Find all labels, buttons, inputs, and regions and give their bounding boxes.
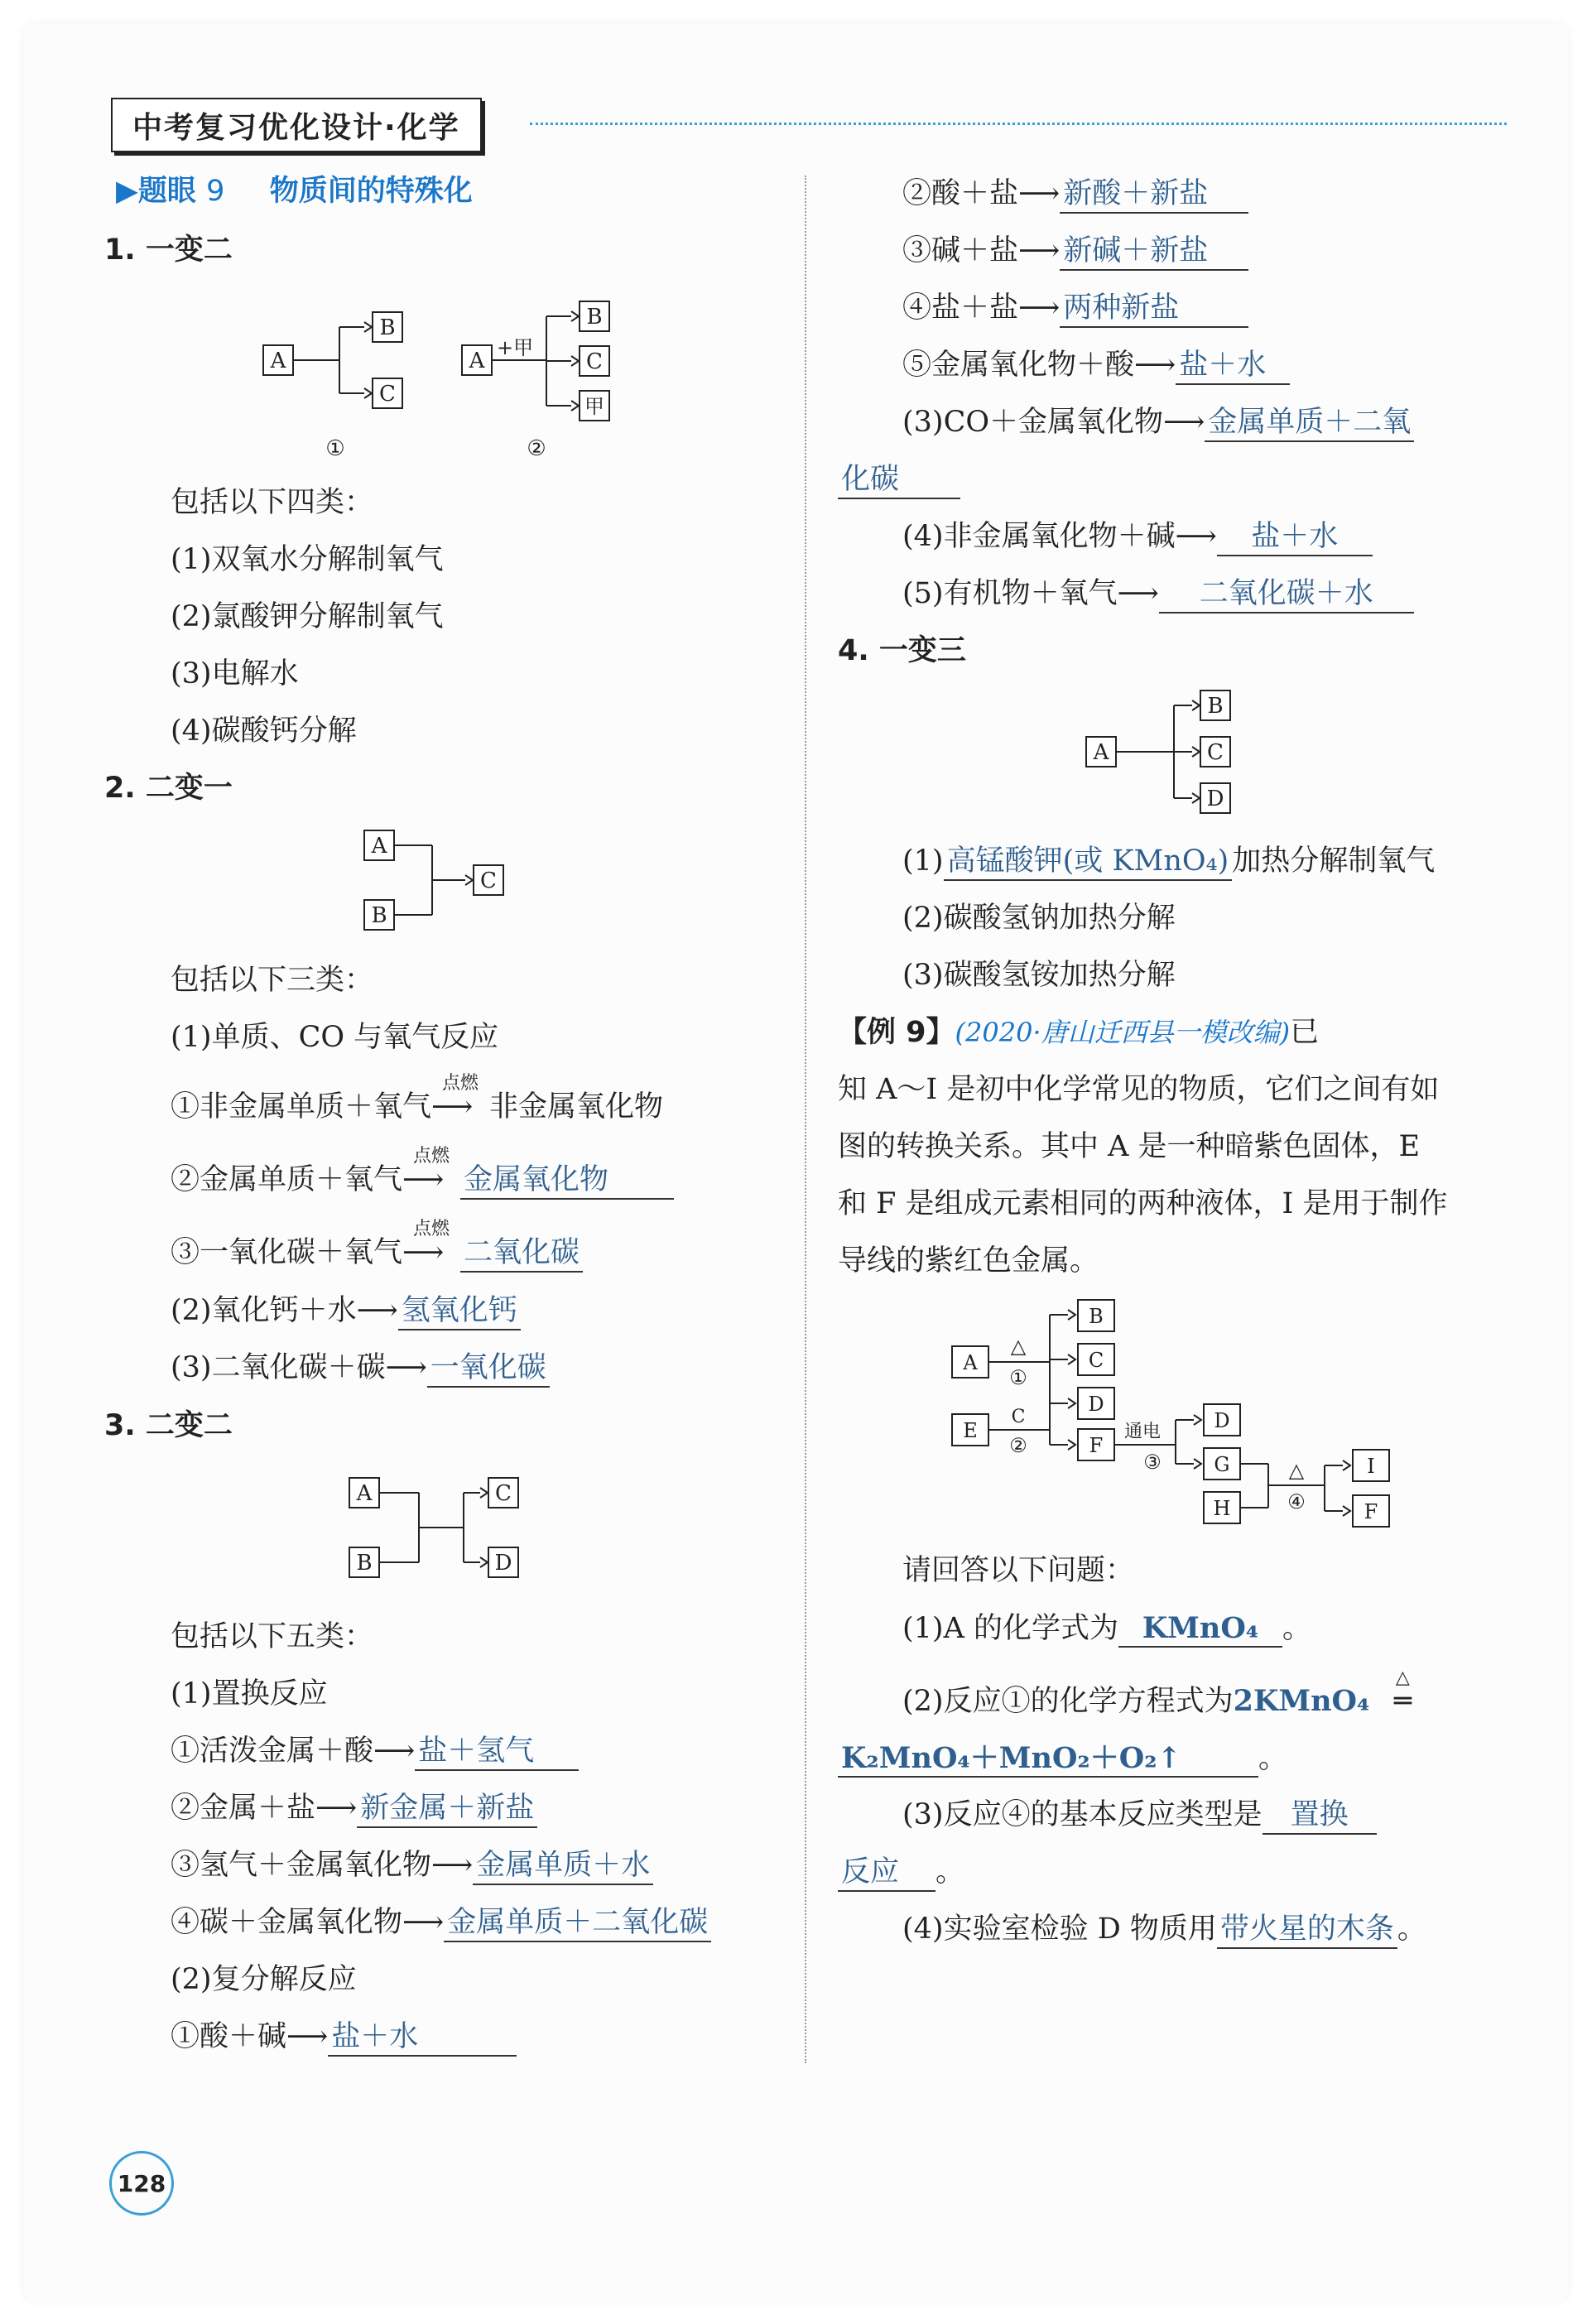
svg-text:B: B [1089, 1305, 1104, 1328]
section-title: 物质间的特殊化 [269, 175, 473, 208]
s1-item-1: (1)双氧水分解制氧气 [171, 543, 444, 576]
example-line-4: 和 F 是组成元素相同的两种液体，I 是用于制作 [838, 1187, 1448, 1220]
question-3-cont: 反应 。 [838, 1858, 964, 1892]
d2-lines [492, 316, 571, 406]
s2-answer-3: 二氧化碳 [460, 1239, 583, 1273]
s3-sub2: (2)复分解反应 [171, 1963, 357, 1996]
r-reaction-3: ④盐＋盐⟶ 两种新盐 [902, 294, 1248, 328]
s4-title: 4. 一变三 [838, 634, 966, 667]
question-1: (1)A 的化学式为 KMnO₄ 。 [902, 1614, 1311, 1648]
cond-ignite: 点燃 [442, 1073, 479, 1094]
s2-reaction-1: ①非金属单质＋氧气 点燃 ⟶ 非金属氧化物 [171, 1073, 664, 1124]
s3-reaction-2: ②金属＋盐⟶ 新金属＋新盐 [171, 1794, 537, 1828]
svg-text:A: A [1093, 740, 1109, 765]
s2-intro: 包括以下三类： [171, 964, 374, 997]
d1-caption: ① [325, 436, 345, 461]
d2-arrows [571, 311, 579, 411]
example-header: 【例 9】(2020·唐山迁西县一模改编)已 [838, 1016, 1320, 1049]
s4-item-2: (2)碳酸氢钠加热分解 [902, 902, 1176, 935]
svg-text:H: H [1213, 1497, 1231, 1520]
d1-label-a: A [270, 349, 286, 373]
label-reaction-1: ① [1009, 1366, 1027, 1389]
svg-text:F: F [1089, 1434, 1104, 1457]
diagram-example-9 [944, 1292, 1407, 1540]
svg-text:I: I [1367, 1455, 1375, 1478]
example-line-3: 图的转换关系。其中 A 是一种暗紫色固体，E [838, 1130, 1421, 1163]
d3-label-b: B [371, 903, 387, 928]
s2-answer-2: 金属氧化物 [460, 1166, 674, 1200]
d2-caption: ② [527, 436, 546, 461]
question-intro: 请回答以下问题： [902, 1554, 1135, 1587]
svg-text:B: B [356, 1551, 373, 1576]
s3-sub1: (1)置换反应 [171, 1677, 328, 1711]
label-reaction-3: ③ [1143, 1451, 1162, 1474]
s2-reaction-5: (3)二氧化碳＋碳⟶ 一氧化碳 [171, 1354, 550, 1388]
d2-label-c: C [586, 349, 603, 374]
r-reaction-4: ⑤金属氧化物＋酸⟶ 盐＋水 [902, 351, 1290, 385]
cond-electrolysis: 通电 [1123, 1422, 1162, 1442]
d4-lines [379, 1488, 488, 1567]
example-line-2: 知 A～I 是初中化学常见的物质，它们之间有如 [838, 1073, 1440, 1106]
svg-text:D: D [494, 1551, 512, 1576]
svg-text:E: E [963, 1419, 978, 1442]
d3-label-c: C [480, 868, 497, 893]
d1-label-b: B [379, 315, 396, 340]
section-heading [116, 177, 473, 206]
svg-text:C: C [1088, 1349, 1104, 1372]
diagram-one-to-three [1076, 679, 1267, 820]
label-reaction-2: ② [1009, 1434, 1027, 1457]
s3-reaction-1: ①活泼金属＋酸⟶ 盐＋氢气 [171, 1737, 579, 1771]
s2-sub1: (1)单质、CO 与氧气反应 [171, 1021, 499, 1054]
label-reaction-4: ④ [1287, 1490, 1306, 1513]
s3-reaction-4: ④碳＋金属氧化物⟶ 金属单质＋二氧化碳 [171, 1908, 711, 1942]
example-source: (2020·唐山迁西县一模改编) [955, 1017, 1291, 1048]
cond-c: C [1011, 1407, 1026, 1427]
s1-item-4: (4)碳酸钙分解 [171, 715, 357, 748]
d2-cond: +甲 [497, 336, 534, 359]
svg-text:B: B [1207, 694, 1224, 719]
s1-item-3: (3)电解水 [171, 657, 299, 690]
question-3: (3)反应④的基本反应类型是 置换 [902, 1801, 1377, 1835]
diagram-two-to-one [356, 824, 522, 940]
svg-text:A: A [963, 1351, 978, 1374]
section-number: 9 [206, 175, 225, 208]
d1-label-c: C [379, 382, 396, 407]
header-dotted-rule [530, 123, 1507, 125]
d2-label-a: A [469, 349, 485, 373]
svg-text:D: D [1206, 787, 1224, 811]
s1-item-2: (2)氯酸钾分解制氧气 [171, 600, 444, 633]
s3-reaction-3: ③氢气＋金属氧化物⟶ 金属单质＋水 [171, 1851, 653, 1885]
d1-arrow-c [364, 388, 372, 398]
example-line-5: 导线的紫红色金属。 [838, 1244, 1099, 1277]
d2-label-b: B [586, 305, 603, 330]
question-2: (2)反应①的化学方程式为2KMnO₄ △ ═ [902, 1667, 1412, 1718]
s2-answer-4: 氢氧化钙 [398, 1297, 521, 1330]
column-divider [805, 176, 806, 2063]
section-marker: ▶题眼 [116, 175, 196, 208]
s2-title: 2. 二变一 [104, 772, 233, 805]
svg-text:G: G [1214, 1453, 1230, 1476]
r-reaction-5-cont: 化碳 [838, 465, 960, 499]
s3-reaction-5: ①酸＋碱⟶ 盐＋水 [171, 2023, 517, 2057]
s1-intro: 包括以下四类： [171, 486, 374, 519]
diagram-two-to-two [339, 1470, 546, 1594]
s4-item-1: (1) 高锰酸钾(或 KMnO₄) 加热分解制氧气 [902, 847, 1435, 881]
r-reaction-5: (3)CO＋金属氧化物⟶ 金属单质＋二氧 [902, 408, 1414, 442]
header-title: 中考复习优化设计·化学 [111, 98, 482, 152]
svg-text:A: A [356, 1481, 373, 1506]
svg-text:C: C [495, 1481, 512, 1506]
s3-intro: 包括以下五类： [171, 1620, 374, 1653]
r-reaction-1: ②酸＋盐⟶ 新酸＋新盐 [902, 180, 1248, 214]
s3-title: 3. 二变二 [104, 1409, 233, 1442]
s2-reaction-2: ②金属单质＋氧气 点燃 ⟶ 金属氧化物 [171, 1166, 674, 1200]
d2-label-jia: 甲 [584, 395, 604, 418]
r-reaction-2: ③碱＋盐⟶ 新碱＋新盐 [902, 237, 1248, 271]
d3-label-a: A [371, 834, 387, 859]
diagram-one-to-two [248, 298, 637, 464]
s4-item-3: (3)碳酸氢铵加热分解 [902, 959, 1176, 992]
cond-heat-4: △ [1288, 1459, 1305, 1482]
svg-text:F: F [1364, 1500, 1378, 1523]
s1-title: 1. 一变二 [104, 233, 233, 267]
s2-answer-5: 一氧化碳 [427, 1354, 550, 1388]
question-2-cont: K₂MnO₄＋MnO₂＋O₂↑ 。 [838, 1744, 1287, 1778]
d1-arrow-b [364, 322, 372, 332]
cond-heat-1: △ [1010, 1335, 1027, 1358]
svg-text:D: D [1214, 1409, 1230, 1432]
d5-lines [1116, 700, 1200, 803]
s2-reaction-3: ③一氧化碳＋氧气 点燃 ⟶ 二氧化碳 [171, 1239, 583, 1273]
r-reaction-6: (4)非金属氧化物＋碱⟶ 盐＋水 [902, 522, 1373, 556]
d1-lines [293, 327, 364, 393]
r-reaction-7: (5)有机物＋氧气⟶ 二氧化碳＋水 [902, 580, 1414, 613]
example-label: 【例 9】 [838, 1016, 955, 1049]
d3-lines [394, 845, 473, 915]
s2-reaction-4: (2)氧化钙＋水⟶ 氢氧化钙 [171, 1297, 521, 1330]
page-number: 128 [109, 2151, 174, 2216]
question-4: (4)实验室检验 D 物质用 带火星的木条 。 [902, 1915, 1426, 1949]
svg-text:D: D [1088, 1393, 1104, 1416]
svg-text:C: C [1207, 740, 1224, 765]
